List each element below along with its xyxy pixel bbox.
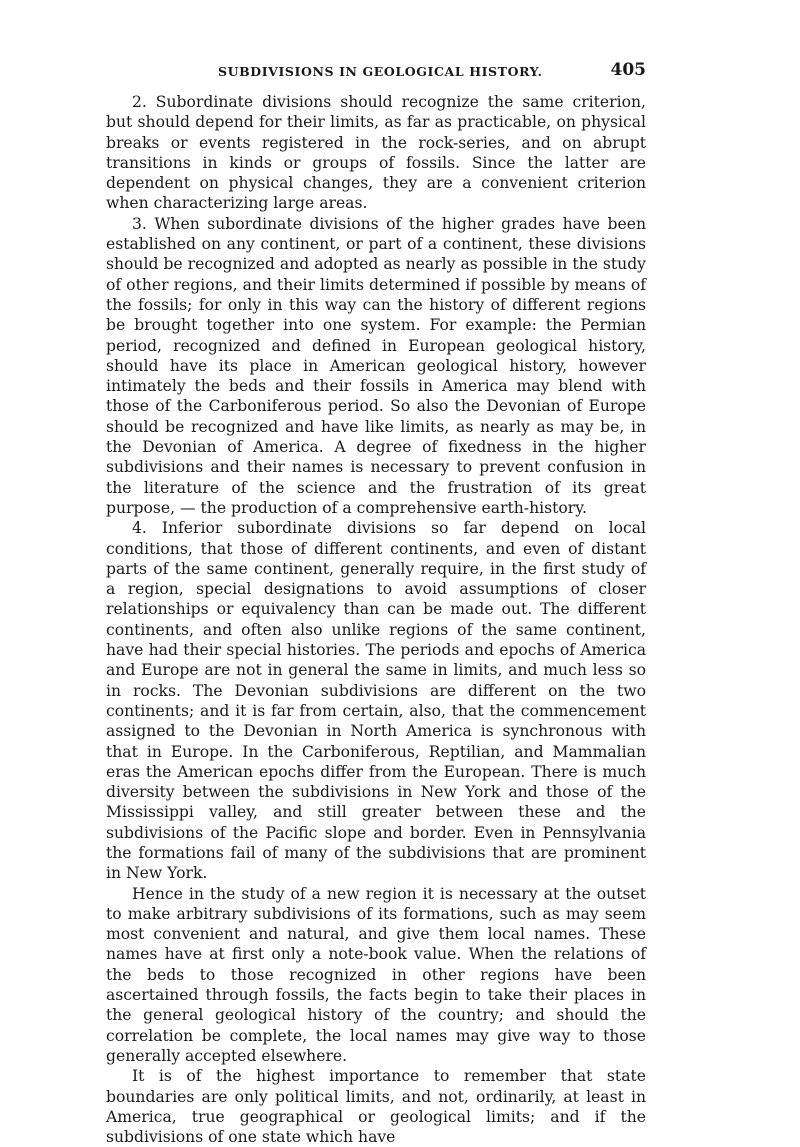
paragraph-subordinate-divisions: 2. Subordinate divisions should recognize the same criterion, but should depend for their limits, as far as practicable, on physical breaks or events registered in the rock-series, and on abrupt transitions in kinds or groups of fossils. Since the latter are dependent on physical changes, they are a convenient criterion when characterizing large areas. bbox=[106, 93, 646, 213]
book-page bbox=[106, 60, 646, 1147]
paragraph-higher-grades: 3. When subordinate divisions of the higher grades have been established on any continent, or part of a continent, these divisions should be recognized and adopted as nearly as possible in the study of other regions, and their limits determined if possible by means of the fossils; for only in this way can the history of different regions be brought together into one system. For example: the Permian period, recognized and defined in European geological history, should have its place in American geological history, however intimately the beds and their fossils in America may blend with those of the Carboniferous period. So also the Devonian of Europe should be recognized and have like limits, as nearly as may be, in the Devonian of America. A degree of fixedness in the higher subdivisions and their names is necessary to prevent confusion in the literature of the science and the frustration of its great purpose, — the production of a comprehensive earth-history. bbox=[106, 214, 646, 517]
paragraph-state-boundaries: It is of the highest importance to remember that state boundaries are only political limits, and not, ordinarily, at least in America, true geographical or geological limits; and if the subdivisions of one state which have bbox=[106, 1067, 646, 1147]
paragraph-new-region: Hence in the study of a new region it is necessary at the outset to make arbitrary subdivisions of its formations, such as may seem most convenient and natural, and give them local names. These names have at first only a note-book value. When the relations of the beds to those recognized in other regions have been ascertained through fossils, the facts begin to take their places in the general geological history of the country; and should the correlation be complete, the local names may give way to those generally accepted elsewhere. bbox=[106, 884, 646, 1065]
body-text bbox=[106, 92, 646, 1147]
paragraph-inferior-divisions: 4. Inferior subordinate divisions so far depend on local conditions, that those of different continents, and even of distant parts of the same continent, generally require, in the first study of a region, special designations to avoid assumptions of closer relationships or equivalency than can be made out. The different continents, and often also unlike regions of the same continent, have had their special histories. The periods and epochs of America and Europe are not in general the same in limits, and much less so in rocks. The Devonian subdivisions are different on the two continents; and it is far from certain, also, that the commencement assigned to the Devonian in North America is synchronous with that in Europe. In the Carboniferous, Reptilian, and Mammalian eras the American epochs differ from the European. There is much diversity between the subdivisions in New York and those of the Mississippi valley, and still greater between these and the subdivisions of the Pacific slope and border. Even in Pennsylvania the formations fail of many of the subdivisions that are prominent in New York. bbox=[106, 519, 646, 883]
running-title: SUBDIVISIONS IN GEOLOGICAL HISTORY. bbox=[218, 64, 543, 79]
running-head bbox=[106, 60, 646, 84]
page-number: 405 bbox=[610, 60, 646, 80]
